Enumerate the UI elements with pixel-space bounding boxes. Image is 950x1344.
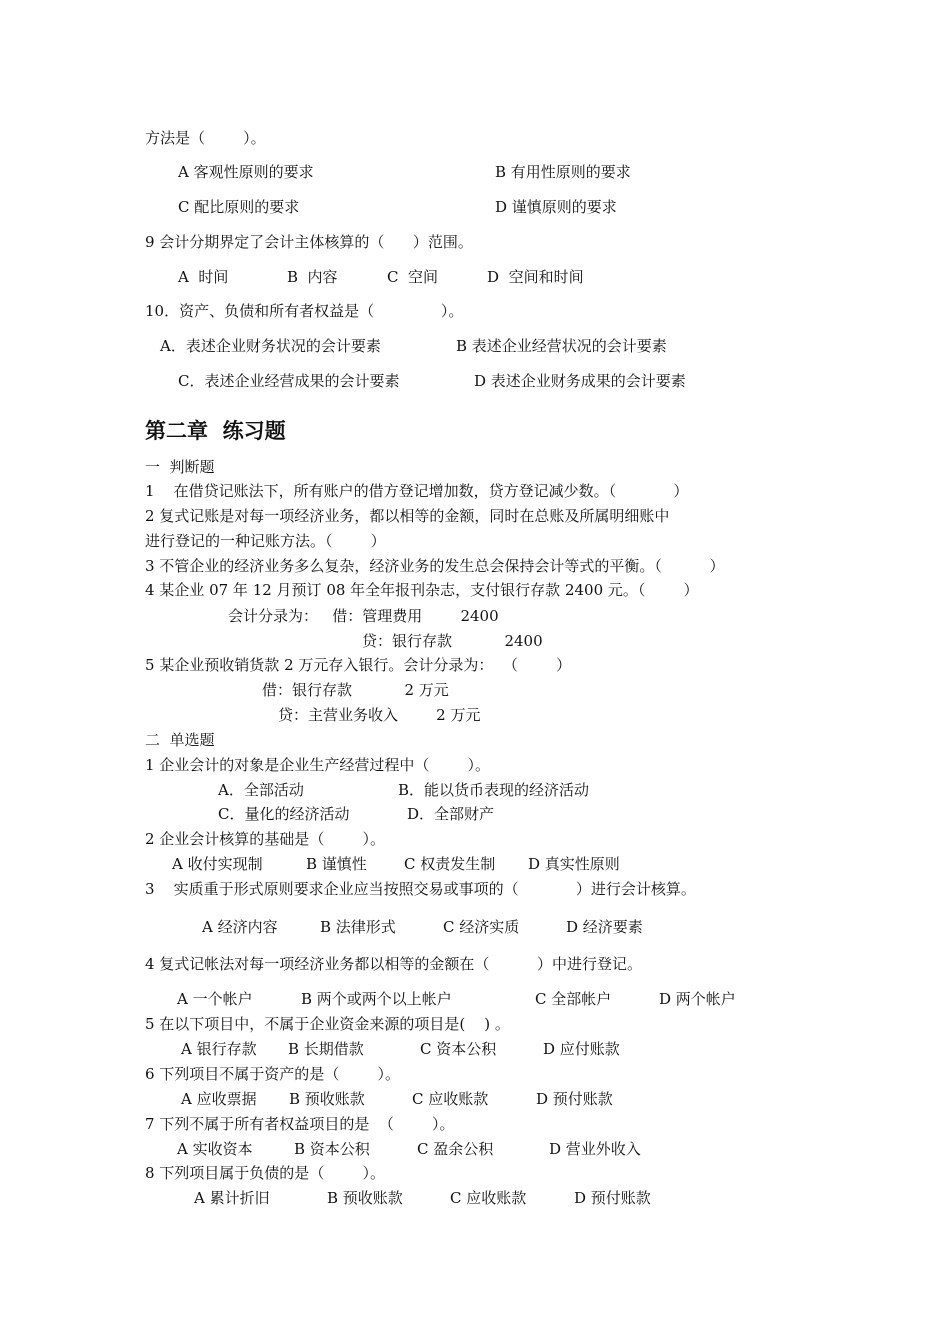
- option-a: A 经济内容: [202, 918, 278, 936]
- option-a: A 累计折旧: [194, 1189, 270, 1207]
- single-question-3: 3 实质重于形式原则要求企业应当按照交易或事项的（ ）进行会计核算。: [145, 880, 696, 898]
- journal-entry-credit: 贷：主营业务收入 2 万元: [278, 706, 481, 724]
- option-c: C 权责发生制: [404, 855, 496, 873]
- option-b: B 预收账款: [327, 1189, 403, 1207]
- option-b: B．能以货币表现的经济活动: [398, 781, 590, 799]
- question-8-tail: 方法是（ ）。: [145, 129, 266, 147]
- question-10: 10．资产、负债和所有者权益是（ ）。: [145, 302, 464, 320]
- chapter-title: 第二章 练习题: [145, 419, 286, 443]
- single-question-7: 7 下列不属于所有者权益项目的是 （ ）。: [145, 1115, 455, 1133]
- option-d: D 两个帐户: [659, 990, 736, 1008]
- option-a: A．表述企业财务状况的会计要素: [160, 337, 381, 355]
- option-a: A．全部活动: [218, 781, 304, 799]
- single-question-1: 1 企业会计的对象是企业生产经营过程中（ ）。: [145, 756, 490, 774]
- option-a: A 应收票据: [181, 1090, 257, 1108]
- option-a: A 实收资本: [177, 1140, 253, 1158]
- journal-entry-debit: 借：银行存款 2 万元: [262, 681, 449, 699]
- option-a: A 收付实现制: [172, 855, 263, 873]
- single-question-5: 5 在以下项目中，不属于企业资金来源的项目是( ) 。: [145, 1015, 510, 1033]
- option-d: D 真实性原则: [528, 855, 620, 873]
- option-c: C 资本公积: [420, 1040, 497, 1058]
- option-b: B 有用性原则的要求: [495, 163, 631, 181]
- option-c: C．表述企业经营成果的会计要素: [178, 372, 400, 390]
- option-d: D 空间和时间: [487, 268, 584, 286]
- option-c: C 配比原则的要求: [178, 198, 300, 216]
- judge-question-4: 4 某企业 07 年 12 月预订 08 年全年报刊杂志，支付银行存款 2400 元。（ ）: [145, 581, 699, 599]
- option-d: D．全部财产: [407, 805, 495, 823]
- option-b: B 两个或两个以上帐户: [301, 990, 452, 1008]
- question-9: 9 会计分期界定了会计主体核算的（ ）范围。: [145, 233, 473, 251]
- single-question-4: 4 复式记帐法对每一项经济业务都以相等的金额在（ ）中进行登记。: [145, 955, 642, 973]
- option-b: B 法律形式: [320, 918, 396, 936]
- option-b: B 谨慎性: [306, 855, 367, 873]
- option-a: A 银行存款: [181, 1040, 257, 1058]
- option-a: A 客观性原则的要求: [178, 163, 314, 181]
- option-b: B 表述企业经营状况的会计要素: [456, 337, 667, 355]
- section-heading-single: 二 单选题: [145, 731, 215, 749]
- option-c: C 空间: [387, 268, 439, 286]
- option-c: C 盈余公积: [417, 1140, 494, 1158]
- journal-entry-credit: 贷：银行存款 2400: [362, 632, 543, 650]
- judge-question-2-cont: 进行登记的一种记账方法。（ ）: [145, 532, 386, 550]
- option-c: C 经济实质: [443, 918, 520, 936]
- option-c: C 全部帐户: [535, 990, 612, 1008]
- option-c: C．量化的经济活动: [218, 805, 350, 823]
- option-d: D 表述企业财务成果的会计要素: [474, 372, 686, 390]
- option-b: B 资本公积: [294, 1140, 370, 1158]
- option-d: D 预付账款: [574, 1189, 651, 1207]
- journal-entry-debit: 会计分录为： 借：管理费用 2400: [228, 607, 499, 625]
- option-a: A 时间: [178, 268, 229, 286]
- option-c: C 应收账款: [412, 1090, 489, 1108]
- section-heading-judge: 一 判断题: [145, 458, 215, 476]
- single-question-2: 2 企业会计核算的基础是（ ）。: [145, 830, 385, 848]
- judge-question-3: 3 不管企业的经济业务多么复杂，经济业务的发生总会保持会计等式的平衡。（ ）: [145, 557, 725, 575]
- option-a: A 一个帐户: [177, 990, 253, 1008]
- judge-question-5: 5 某企业预收销货款 2 万元存入银行。会计分录为： （ ）: [145, 656, 572, 674]
- judge-question-1: 1 在借贷记账法下，所有账户的借方登记增加数，贷方登记减少数。（ ）: [145, 482, 689, 500]
- option-b: B 预收账款: [289, 1090, 365, 1108]
- single-question-6: 6 下列项目不属于资产的是（ ）。: [145, 1065, 400, 1083]
- option-d: D 应付账款: [543, 1040, 620, 1058]
- option-d: D 经济要素: [566, 918, 643, 936]
- option-c: C 应收账款: [450, 1189, 527, 1207]
- option-d: D 营业外收入: [549, 1140, 641, 1158]
- option-b: B 内容: [287, 268, 338, 286]
- option-d: D 谨慎原则的要求: [495, 198, 617, 216]
- judge-question-2: 2 复式记账是对每一项经济业务，都以相等的金额，同时在总账及所属明细账中: [145, 507, 670, 525]
- option-d: D 预付账款: [536, 1090, 613, 1108]
- option-b: B 长期借款: [288, 1040, 364, 1058]
- single-question-8: 8 下列项目属于负债的是（ ）。: [145, 1164, 385, 1182]
